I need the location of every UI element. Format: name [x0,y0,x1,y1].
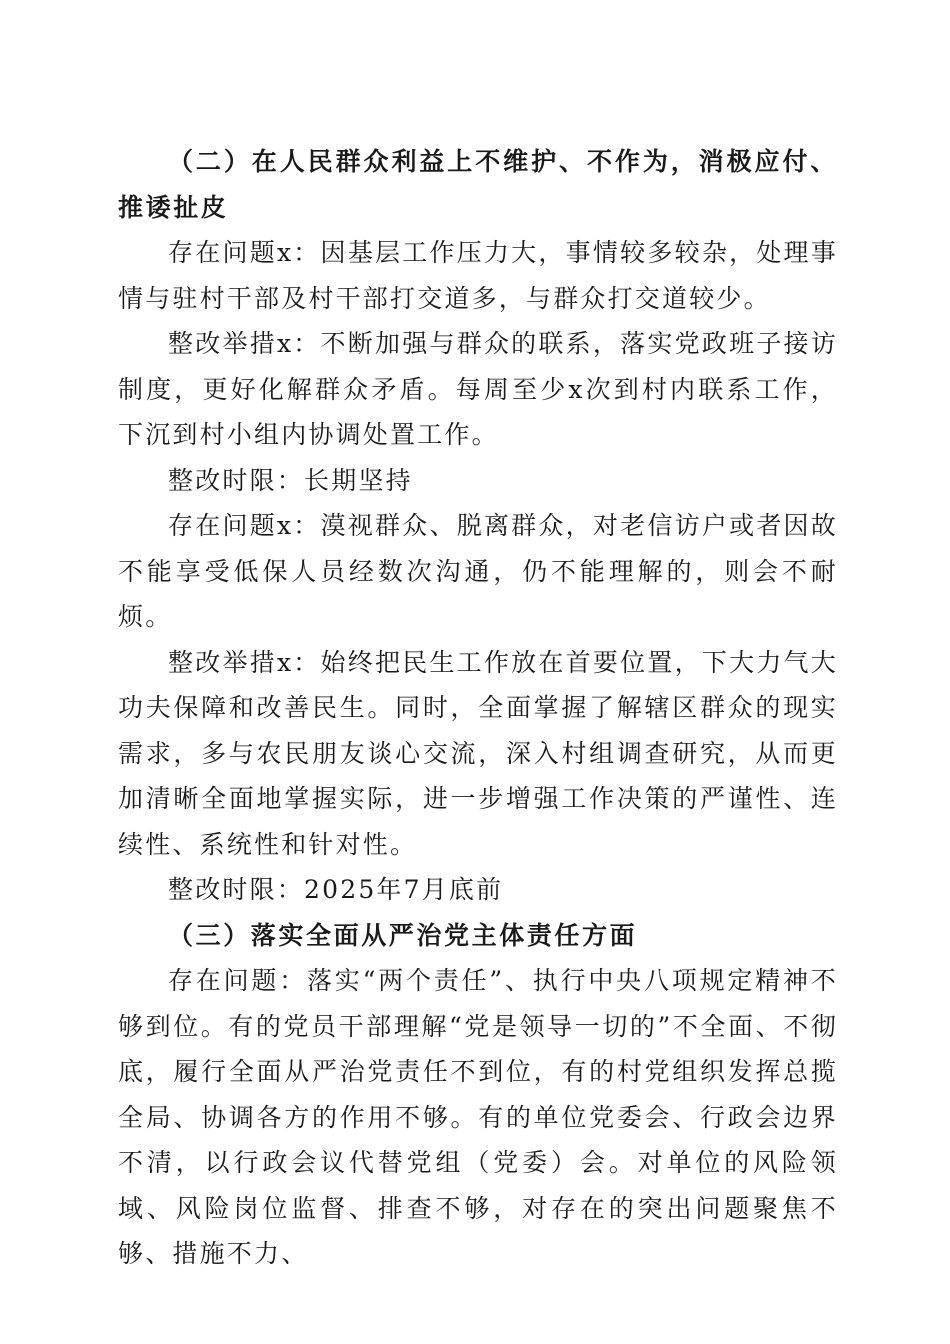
paragraph-problem-3: 存在问题：落实“两个责任”、执行中央八项规定精神不够到位。有的党员干部理解“党是领导一切的”不全面、不彻底，履行全面从严治党责任不到位，有的村党组织发挥总揽全局、协调各方的作用不够。有的单位党委会、行政会边界不清，以行政会议代替党组（党委）会。对单位的风险领域、风险岗位监督、排查不够，对存在的突出问题聚焦不够、措施不力、 [118,966,838,1268]
section-heading-3: （三）落实全面从严治党主体责任方面 [168,920,638,950]
paragraph-deadline-1: 整改时限：长期坚持 [168,465,413,495]
section-heading-2: （二）在人民群众利益上不维护、不作为，消极应付、推诿扯皮 [118,147,838,222]
paragraph-measure-1: 整改举措x：不断加强与群众的联系，落实党政班子接访制度，更好化解群众矛盾。每周至少x次到村内联系工作，下沉到村小组内协调处置工作。 [118,329,838,449]
paragraph-measure-2: 整改举措x：始终把民生工作放在首要位置，下大力气大功夫保障和改善民生。同时，全面掌握了解辖区群众的现实需求，多与农民朋友谈心交流，深入村组调查研究，从而更加清晰全面地掌握实际，进一步增强工作决策的严谨性、连续性、系统性和针对性。 [118,647,838,859]
paragraph-problem-1: 存在问题x：因基层工作压力大，事情较多较杂，处理事情与驻村干部及村干部打交道多，与群众打交道较少。 [118,238,838,313]
document-body [118,139,838,1277]
paragraph-problem-2: 存在问题x：漠视群众、脱离群众，对老信访户或者因故不能享受低保人员经数次沟通，仍不能理解的，则会不耐烦。 [118,511,838,631]
paragraph-deadline-2: 整改时限：2025年7月底前 [168,875,504,904]
